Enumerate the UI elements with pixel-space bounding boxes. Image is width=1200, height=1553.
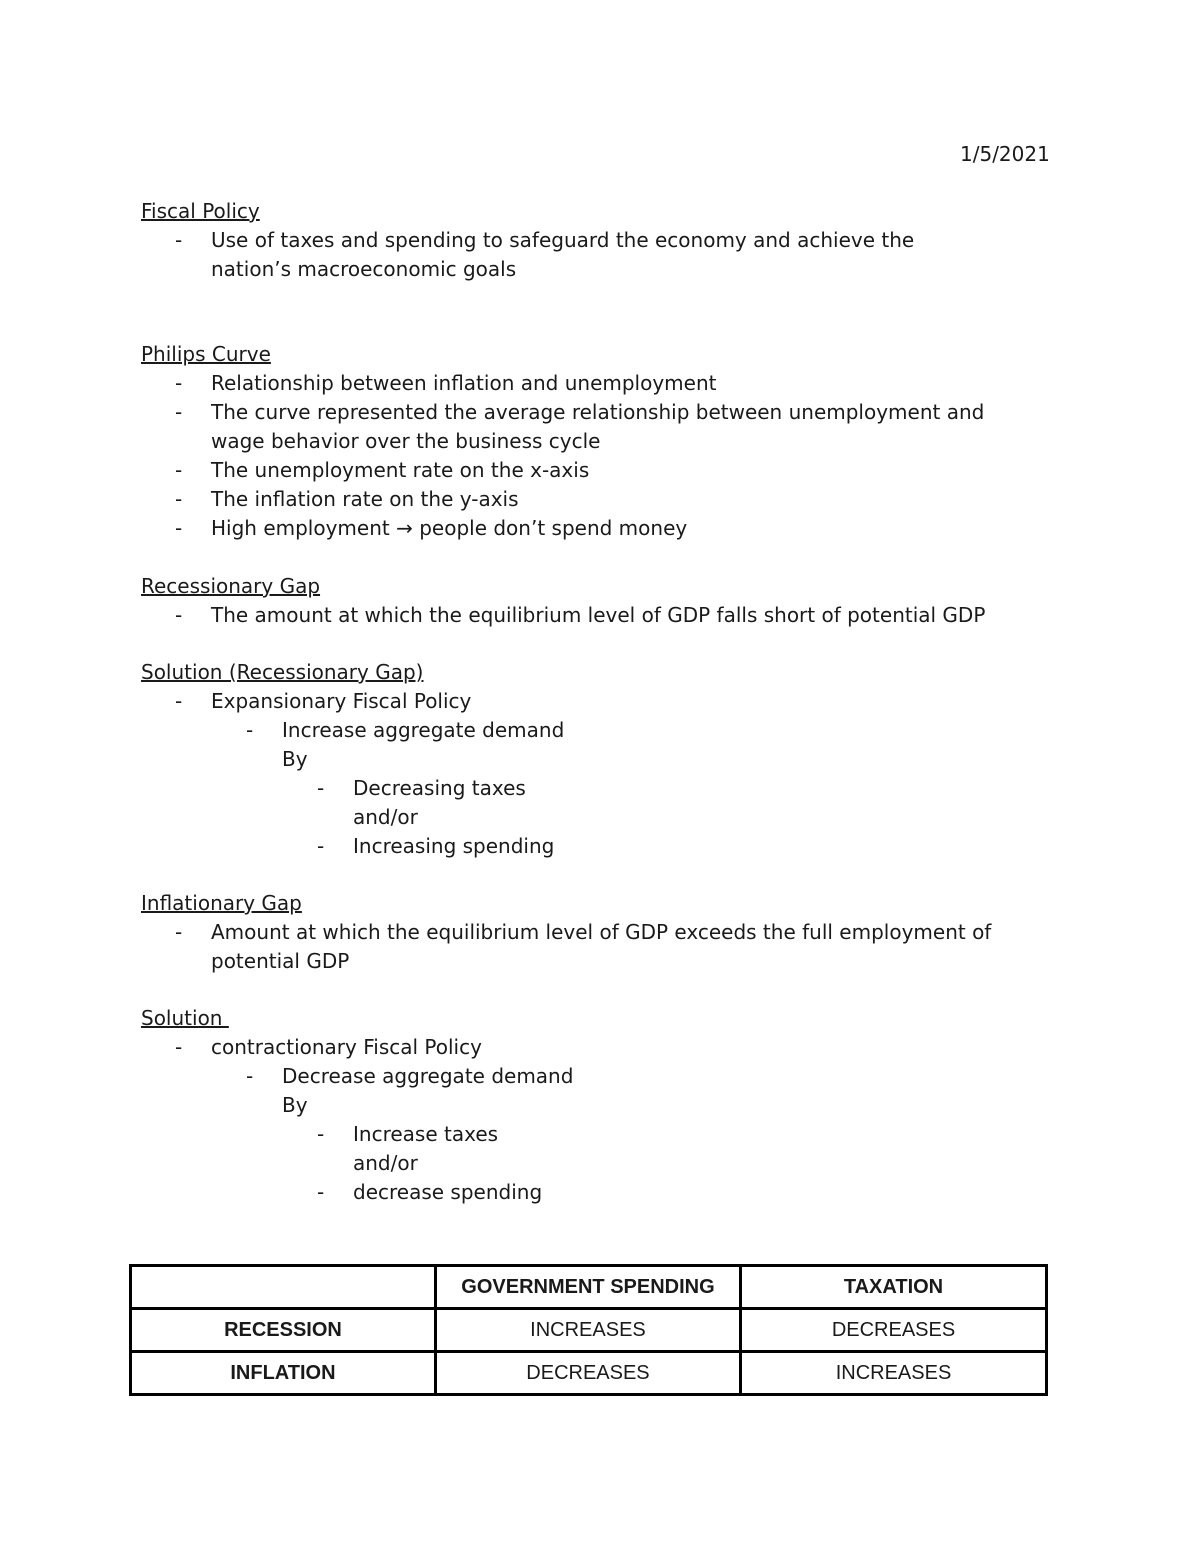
bullet-text: Use of taxes and spending to safeguard the economy and achieve the <box>211 228 915 252</box>
table-cell: INCREASES <box>435 1309 740 1352</box>
bullet-item <box>141 1033 1101 1062</box>
bullet-item <box>141 774 1101 803</box>
bullet-text: contractionary Fiscal Policy <box>211 1035 482 1059</box>
bullet-text: Relationship between inflation and unemployment <box>211 371 717 395</box>
bullet-text: Expansionary Fiscal Policy <box>211 689 472 713</box>
table-row <box>131 1309 1047 1352</box>
bullet-item <box>141 456 1101 485</box>
bullet-item <box>141 918 1101 947</box>
table-row <box>131 1352 1047 1395</box>
section-heading: Solution <box>141 1006 229 1030</box>
table-cell: DECREASES <box>435 1352 740 1395</box>
table-cell: INCREASES <box>741 1352 1047 1395</box>
bullet-text: Increase aggregate demand <box>282 718 565 742</box>
bullet-dash: - <box>175 689 183 713</box>
bullet-text: decrease spending <box>353 1180 543 1204</box>
bullet-text: Decreasing taxes <box>353 776 526 800</box>
bullet-continuation <box>141 947 1101 976</box>
bullet-text: High employment → people don’t spend money <box>211 516 688 540</box>
bullet-text: Decrease aggregate demand <box>282 1064 574 1088</box>
bullet-dash: - <box>246 1064 254 1088</box>
section-fiscal-policy <box>141 196 1101 284</box>
bullet-text: The curve represented the average relationship between unemployment and <box>211 400 985 424</box>
bullet-text: Increase taxes <box>353 1122 499 1146</box>
section-heading: Recessionary Gap <box>141 574 321 598</box>
bullet-item <box>141 716 1101 745</box>
bullet-dash: - <box>317 834 325 858</box>
table-cell: DECREASES <box>741 1309 1047 1352</box>
andor-label: and/or <box>353 805 418 829</box>
bullet-dash: - <box>317 1122 325 1146</box>
bullet-dash: - <box>317 776 325 800</box>
section-heading: Solution (Recessionary Gap) <box>141 660 424 684</box>
bullet-item <box>141 369 1101 398</box>
bullet-text: The unemployment rate on the x-axis <box>211 458 590 482</box>
note-date: 1/5/2021 <box>960 142 1050 166</box>
bullet-text: Amount at which the equilibrium level of GDP exceeds the full employment of <box>211 920 992 944</box>
bullet-continuation <box>141 255 1101 284</box>
bullet-dash: - <box>175 400 183 424</box>
bullet-dash: - <box>175 1035 183 1059</box>
bullet-dash: - <box>246 718 254 742</box>
table-header-row <box>131 1266 1047 1309</box>
section-recessionary-gap <box>141 571 1101 630</box>
bullet-text: The inflation rate on the y-axis <box>211 487 519 511</box>
bullet-text: wage behavior over the business cycle <box>211 429 601 453</box>
table-header-cell: TAXATION <box>741 1266 1047 1309</box>
table-header-cell <box>131 1266 436 1309</box>
section-philips-curve <box>141 339 1101 543</box>
bullet-item <box>141 1062 1101 1091</box>
bullet-dash: - <box>175 228 183 252</box>
bullet-item <box>141 226 1101 255</box>
table-row-label: RECESSION <box>131 1309 436 1352</box>
bullet-dash: - <box>175 920 183 944</box>
table-header-cell: GOVERNMENT SPENDING <box>435 1266 740 1309</box>
bullet-text: Increasing spending <box>353 834 555 858</box>
bullet-item <box>141 1120 1101 1149</box>
table-row-label: INFLATION <box>131 1352 436 1395</box>
bullet-dash: - <box>175 371 183 395</box>
policy-summary-table <box>129 1264 1048 1396</box>
bullet-text: nation’s macroeconomic goals <box>211 257 517 281</box>
bullet-item <box>141 398 1101 427</box>
bullet-item <box>141 1178 1101 1207</box>
by-label: By <box>282 1093 308 1117</box>
by-label: By <box>282 747 308 771</box>
bullet-dash: - <box>175 516 183 540</box>
bullet-text: potential GDP <box>211 949 350 973</box>
section-heading: Philips Curve <box>141 342 271 366</box>
section-heading: Inflationary Gap <box>141 891 302 915</box>
section-solution-recessionary <box>141 657 1101 861</box>
bullet-item <box>141 514 1101 543</box>
andor-label: and/or <box>353 1151 418 1175</box>
section-solution-inflationary <box>141 1003 1101 1207</box>
section-inflationary-gap <box>141 888 1101 976</box>
bullet-continuation <box>141 427 1101 456</box>
bullet-item <box>141 485 1101 514</box>
bullet-dash: - <box>175 487 183 511</box>
bullet-item <box>141 687 1101 716</box>
bullet-dash: - <box>175 458 183 482</box>
bullet-item <box>141 832 1101 861</box>
bullet-text: The amount at which the equilibrium level of GDP falls short of potential GDP <box>211 603 986 627</box>
bullet-dash: - <box>175 603 183 627</box>
section-heading: Fiscal Policy <box>141 199 260 223</box>
bullet-item <box>141 601 1101 630</box>
bullet-dash: - <box>317 1180 325 1204</box>
